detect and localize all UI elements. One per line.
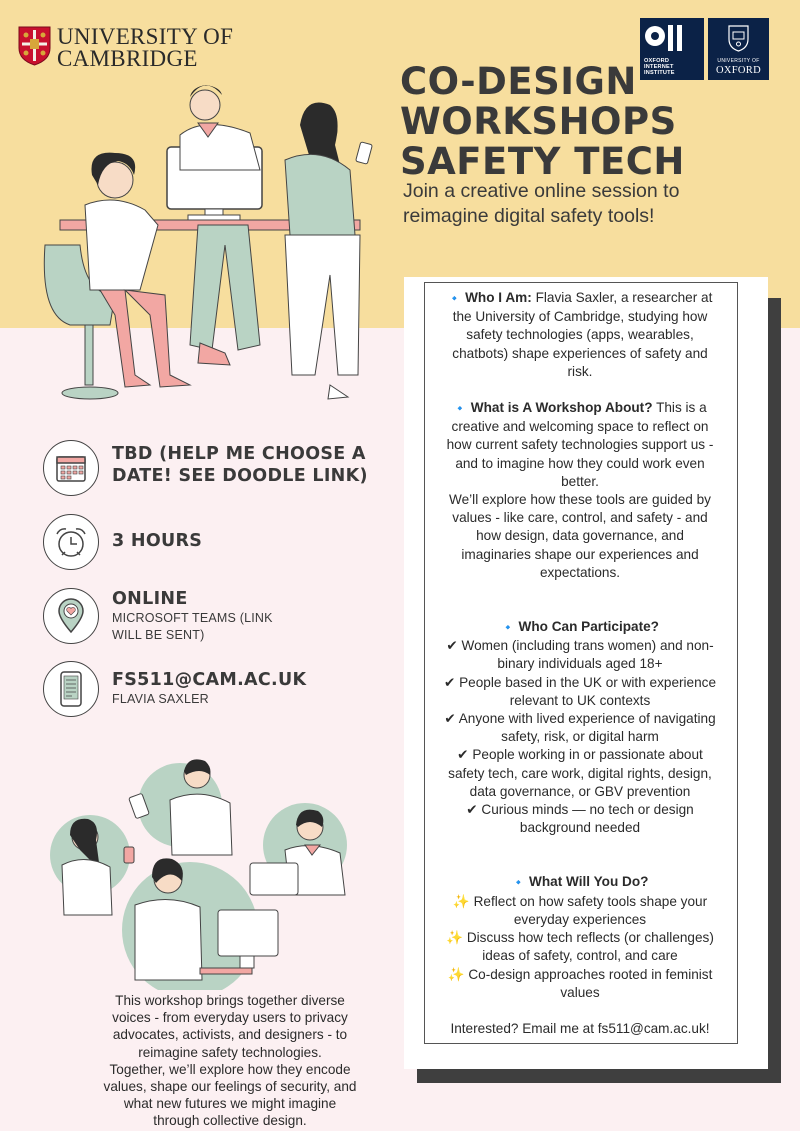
contact-name: FLAVIA SAXLER xyxy=(112,692,209,706)
location-sub-1: MICROSOFT TEAMS (LINK xyxy=(112,611,273,625)
do-label: What Will You Do? xyxy=(529,874,649,890)
contact-text xyxy=(112,669,306,708)
desc-line: what new futures we might imagine xyxy=(123,1096,337,1112)
title-line-3: SAFETY TECH xyxy=(400,140,685,183)
about-text: how current safety technologies support us - xyxy=(446,437,714,453)
desc-line: reimagine safety technologies. xyxy=(138,1044,322,1060)
diamond-icon: 🔹 xyxy=(453,403,467,416)
title-line-1: CO-DESIGN xyxy=(400,60,637,103)
participate-item: safety, risk, or digital harm xyxy=(501,729,659,745)
about-text: values - like care, control, and safety - and xyxy=(452,510,708,526)
cambridge-line1: UNIVERSITY OF xyxy=(57,24,234,49)
page-title xyxy=(400,62,790,182)
who-i-am-text: risk. xyxy=(567,363,593,379)
desc-line: through collective design. xyxy=(153,1113,307,1129)
sparkle-icon: ✨ xyxy=(446,930,464,946)
call-to-action[interactable]: Interested? Email me at fs511@cam.ac.uk! xyxy=(450,1020,710,1036)
participate-item: data governance, or GBV prevention xyxy=(469,783,691,799)
oii-line1: OXFORD xyxy=(644,58,670,64)
participate-item: binary individuals aged 18+ xyxy=(497,656,663,672)
date-line-1: TBD (HELP ME CHOOSE A xyxy=(112,444,366,464)
do-item: Reflect on how safety tools shape your xyxy=(473,893,708,909)
cambridge-logo xyxy=(18,26,233,70)
do-item: Discuss how tech reflects (or challenges) xyxy=(466,930,714,946)
diamond-icon: 🔹 xyxy=(447,293,462,305)
about-label: What is A Workshop About? xyxy=(470,400,653,416)
who-i-am-section xyxy=(429,289,731,381)
about-text: creative and welcoming space to reflect on xyxy=(451,419,709,435)
desc-line: Together, we’ll explore how they encode xyxy=(109,1061,351,1077)
about-text: expectations. xyxy=(539,564,621,580)
phone-icon xyxy=(43,661,99,717)
do-item: Co-design approaches rooted in feminist xyxy=(468,966,713,982)
participate-item: relevant to UK contexts xyxy=(509,692,651,708)
about-text: and to imagine how they could work even xyxy=(455,455,705,471)
participate-item: background needed xyxy=(519,820,641,836)
contact-email[interactable]: FS511@CAM.AC.UK xyxy=(112,670,307,690)
participate-item: safety tech, care work, digital rights, design, xyxy=(448,765,712,781)
woman-with-phone-figure xyxy=(285,103,372,400)
who-i-am-label: Who I Am: xyxy=(465,290,532,305)
date-line-2: DATE! SEE DOODLE LINK) xyxy=(112,466,368,486)
participate-item: ✔ People working in or passionate about xyxy=(457,747,703,763)
team-desk-illustration xyxy=(30,75,390,415)
do-item: everyday experiences xyxy=(513,911,647,927)
subtitle-line-2: reimagine digital safety tools! xyxy=(403,205,655,227)
oxford-small-text: UNIVERSITY OF xyxy=(717,58,760,64)
duration-text: 3 HOURS xyxy=(112,531,203,551)
who-i-am-text: chatbots) shape experiences of safety and xyxy=(452,345,708,361)
what-will-you-do-section xyxy=(429,873,731,1001)
do-item: ideas of safety, control, and care xyxy=(482,948,678,964)
desc-line: This workshop brings together diverse xyxy=(115,993,345,1008)
location-head: ONLINE xyxy=(112,589,188,609)
title-line-2: WORKSHOPS xyxy=(400,100,677,143)
oxford-name: OXFORD xyxy=(716,65,761,76)
participate-item: ✔ Women (including trans women) and non- xyxy=(446,638,714,654)
desc-line: values, shape our feelings of security, and xyxy=(103,1079,357,1095)
location-text xyxy=(112,588,273,644)
alarm-clock-icon xyxy=(43,514,99,570)
map-pin-heart-icon xyxy=(43,588,99,644)
phone-glyph xyxy=(60,671,82,707)
subtitle xyxy=(403,179,793,229)
community-illustration xyxy=(40,755,370,990)
about-text: This is a xyxy=(656,400,707,416)
calendar-glyph xyxy=(55,453,87,483)
about-section xyxy=(429,399,731,582)
do-item: values xyxy=(560,984,600,1000)
about-text: We’ll explore how these tools are guided by xyxy=(449,492,711,508)
participate-section xyxy=(429,618,731,837)
participate-label: Who Can Participate? xyxy=(518,619,659,635)
who-i-am-text: the University of Cambridge, studying how xyxy=(452,309,708,325)
date-text xyxy=(112,443,368,487)
about-text: imaginaries shape our experiences and xyxy=(461,546,699,562)
sparkle-icon: ✨ xyxy=(452,893,470,909)
oii-line2: INTERNET xyxy=(644,64,674,70)
oxford-crest-icon xyxy=(727,24,750,52)
about-text: how design, data governance, and xyxy=(476,528,684,544)
who-i-am-text: Flavia Saxler, a researcher at xyxy=(535,290,713,305)
info-card-content xyxy=(429,289,731,1038)
workshop-description xyxy=(70,992,390,1130)
calendar-icon xyxy=(43,440,99,496)
diamond-icon: 🔹 xyxy=(511,877,526,890)
oii-line3: INSTITUTE xyxy=(644,70,675,76)
participate-item: ✔ Anyone with lived experience of navigating xyxy=(444,711,716,727)
map-pin-glyph xyxy=(57,598,85,634)
diamond-icon: 🔹 xyxy=(501,622,515,635)
who-i-am-text: safety technologies (apps, wearables, xyxy=(466,327,694,343)
alarm-clock-glyph xyxy=(54,525,88,559)
sparkle-icon: ✨ xyxy=(447,966,465,982)
about-text: better. xyxy=(561,473,599,489)
cambridge-line2: CAMBRIDGE xyxy=(57,46,198,71)
location-sub-2: WILL BE SENT) xyxy=(112,628,205,642)
oii-mark-icon xyxy=(644,22,684,58)
subtitle-line-1: Join a creative online session to xyxy=(403,180,680,202)
cambridge-wordmark xyxy=(57,26,233,70)
cambridge-crest-icon xyxy=(18,26,51,66)
desc-line: advocates, activists, and designers - to xyxy=(112,1027,348,1043)
participate-item: ✔ Curious minds — no tech or design xyxy=(466,802,694,818)
participate-item: ✔ People based in the UK or with experience xyxy=(443,674,717,690)
desc-line: voices - from everyday users to privacy xyxy=(112,1010,348,1026)
